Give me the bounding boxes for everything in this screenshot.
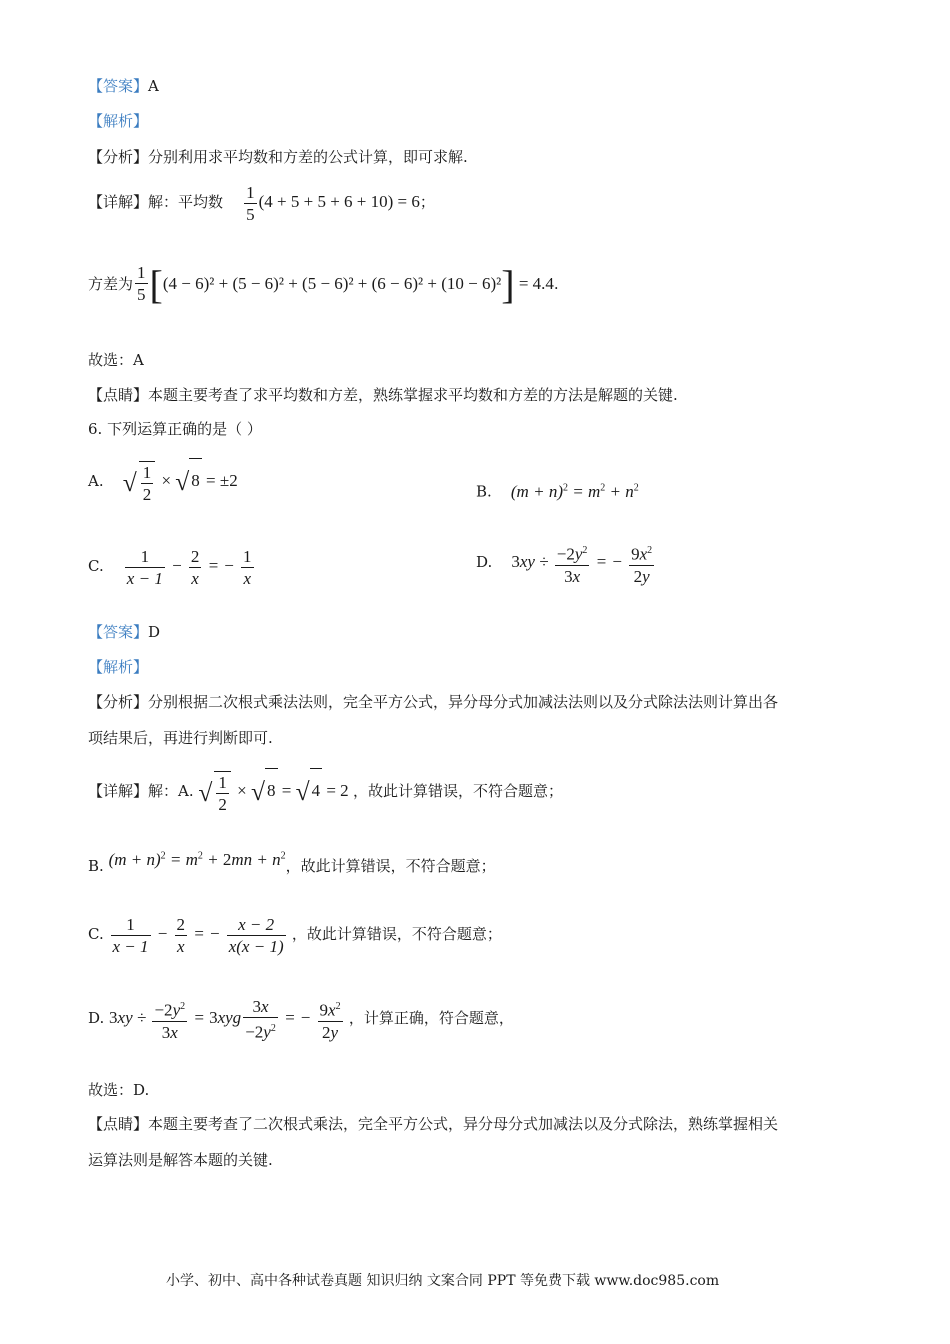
q5-detail-line [88,180,435,225]
q6-choose: 故选：D. [88,1081,150,1099]
comment-tag: 【点睛】 [88,1115,149,1133]
page-footer: 小学、初中、高中各种试卷真题 知识归纳 文案合同 PPT 等免费下载 www.doc985.com [166,1273,720,1289]
detail-a-text: ，故此计算错误，不符合题意； [352,782,563,800]
period: . [553,275,559,293]
q6-comment-line2: 运算法则是解答本题的关键. [88,1151,273,1169]
answer-tag: 【答案】 [88,77,149,95]
detail-a-formula: √ $\frac{1}{2}$ × √ 8 = √ 4 = 2 [198,781,353,800]
q6-analysis-tag: 【解析】 [88,658,149,676]
detail-c-line [88,912,502,957]
option-a-letter: A. [88,472,104,490]
option-d-letter: D. [476,553,493,572]
detail-tag: 【详解】 [88,193,149,211]
q5-choose: 故选：A [88,351,144,369]
option-b-formula: $(m + n)^2 = m^2 + n^2$ [510,481,639,501]
comment-text-1: 本题主要考查了二次根式乘法，完全平方公式，异分母分式加减法以及分式除法，熟练掌握相关 [148,1115,779,1133]
q5-fenxi-line [88,147,468,167]
q6-fenxi-line2: 项结果后，再进行判断即可. [88,729,273,747]
variance-prefix: 方差为 [88,275,134,293]
option-c-letter: C. [88,557,104,575]
detail-d-text: ，计算正确，符合题意， [348,1009,514,1028]
variance-formula: $\frac{1}{5}$ [(4 − 6)² + (5 − 6)² + (5 − 6)² + (6 − 6)² + (10 − 6)²] = 4.4 [137,262,554,308]
q5-answer-line [88,76,159,96]
fenxi-text: 分别利用求平均数和方差的公式计算，即可求解. [148,148,468,166]
comment-tag: 【点睛】 [88,386,149,404]
detail-c-text: ，故此计算错误，不符合题意； [291,925,502,943]
detail-b-text: ，故此计算错误，不符合题意； [285,857,496,875]
answer-tag: 【答案】 [88,623,149,641]
detail-d-prefix: D. [88,1009,105,1028]
semicolon: ； [419,193,435,211]
variance-result: = 4.4 [518,274,554,293]
mean-expr: (4 + 5 + 5 + 6 + 10) = 6 [258,192,420,211]
answer-value: D [148,623,161,641]
answer-value: A [148,77,159,95]
fenxi-tag: 【分析】 [88,693,149,711]
detail-d-line [88,996,514,1043]
detail-a-line [88,768,563,815]
q5-comment-line [88,385,678,405]
option-b [476,466,639,514]
detail-b-line [88,846,496,890]
detail-prefix: 解：平均数 [148,193,224,211]
fenxi-tag: 【分析】 [88,148,149,166]
option-d-formula: 3xy ÷ $\frac{-2y^2}{3x}$ = − $\frac{9x^2}{2y}$ [511,552,656,571]
q5-variance-line [88,262,559,307]
option-a-formula: √ $\frac{1}{2}$ × √ 8 = ±2 [123,471,238,490]
q5-analysis-tag: 【解析】 [88,112,149,130]
option-c [88,544,256,589]
detail-d-formula: 3xy ÷ $\frac{-2y^2}{3x}$ = 3xyg $\frac{3x}{-2y^2}$ = − $\frac{9x^2}{2y}$ [109,997,341,1042]
detail-b-formula: $(m + n)^2 = m^2 + 2mn + n^2$ [108,849,286,869]
q6-comment-line1 [88,1114,778,1134]
detail-b-prefix: B. [88,857,104,875]
q6-answer-line [88,622,160,642]
option-d [476,540,656,587]
variance-expr: (4 − 6)² + (5 − 6)² + (5 − 6)² + (6 − 6)² + (10 − 6)² [162,274,502,293]
option-a [88,458,238,505]
mean-formula: $\frac{1}{5}$ (4 + 5 + 5 + 6 + 10) = 6 [246,182,420,224]
fenxi-text-1: 分别根据二次根式乘法法则，完全平方公式，异分母分式加减法法则以及分式除法法则计算出各 [148,693,779,711]
q6-fenxi-line1 [88,692,778,712]
option-c-formula: $\frac{1}{x - 1}$ − $\frac{2}{x}$ = − $\frac{1}{x}$ [126,546,252,588]
option-b-letter: B. [476,482,492,501]
q6-question: 6. 下列运算正确的是（ ） [88,420,262,438]
detail-c-prefix: C. [88,925,104,943]
detail-tag: 【详解】 [88,782,149,800]
detail-c-formula: $\frac{1}{x - 1}$ − $\frac{2}{x}$ = − $\frac{x - 2}{x(x - 1)}$ [112,914,284,956]
comment-text: 本题主要考查了求平均数和方差，熟练掌握求平均数和方差的方法是解题的关键. [148,386,678,404]
detail-a-prefix: 解：A. [148,782,194,800]
